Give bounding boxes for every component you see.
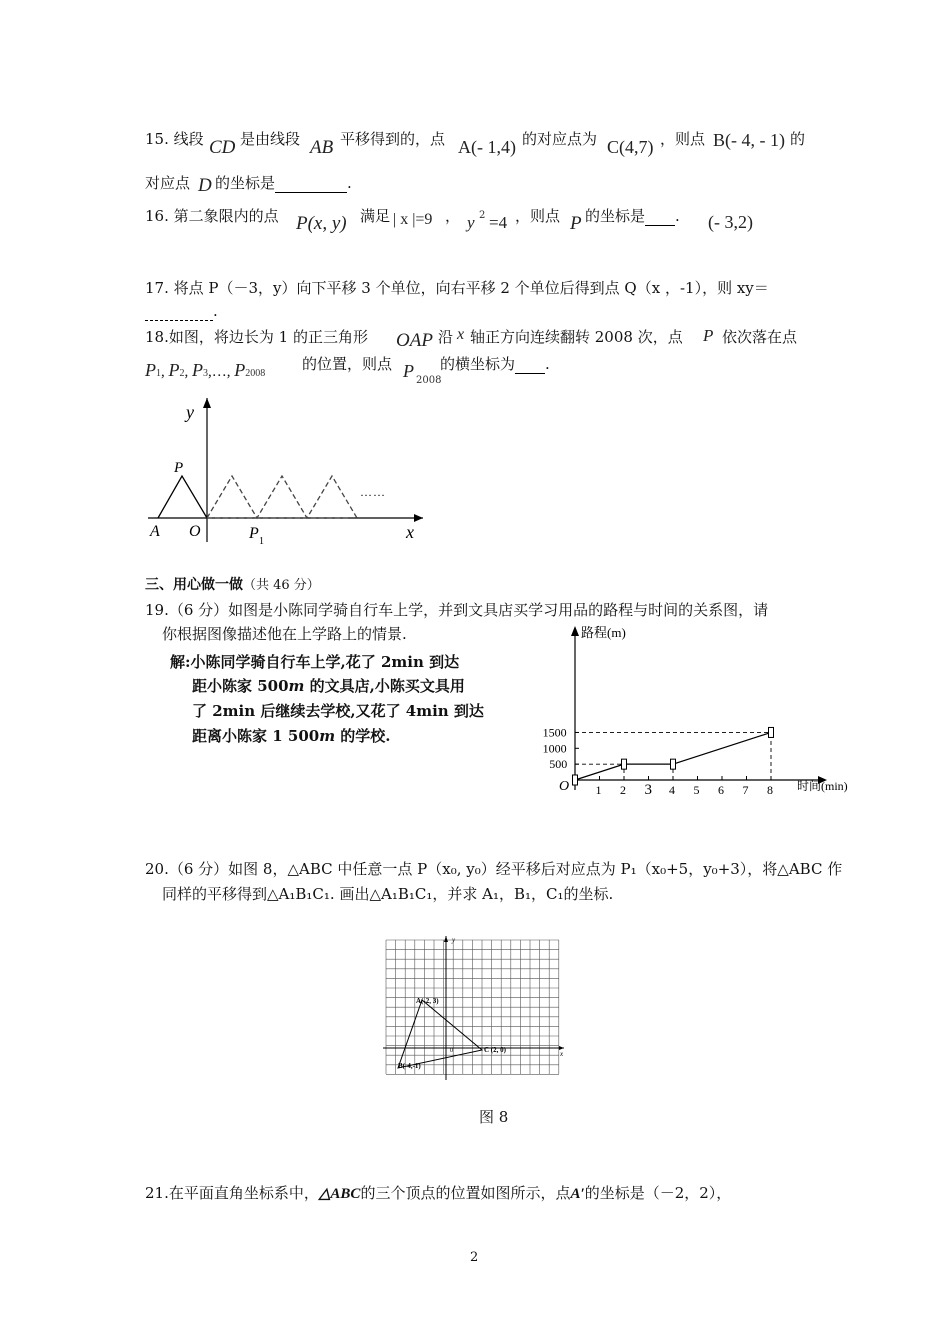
q15-line2: 对应点 [145,174,191,192]
q15-answer-blank[interactable] [275,174,347,193]
q15-line1: 15. 线段 [145,130,204,148]
q19-x-tick-1: 1 [595,783,602,797]
q20-caption: 图 8 [479,1108,509,1126]
q19-data-point [671,759,676,769]
q17-line1: 17. 将点 P（－3，y）向下平移 3 个单位，向右平移 2 个单位后得到点 Q（x ，-1），则 xy＝ [145,279,769,297]
q19-data-point [573,775,578,785]
q15-t5: ，则点 [660,130,706,148]
q15-t2: 是由线段 [240,130,301,148]
q16-sq: 2 [479,210,486,221]
q18-t3: 轴正方向连续翻转 2008 次，点 [470,328,683,346]
q15-t4: 的对应点为 [522,130,598,148]
q19-solution-1: 解:小陈同学骑自行车上学,花了 2min 到达 [170,653,460,671]
q19-y-axis-label: 路程(m) [581,625,626,640]
q20-triangle-abc [398,1000,482,1068]
q19-x-tick-6: 6 [718,783,724,797]
q19-x-axis-label: 时间(min) [797,779,848,793]
q16-line: 16. 第二象限内的点 [145,207,279,225]
q16-p-point: P(x, y) [296,213,347,234]
q20-line2: 同样的平移得到△A₁B₁C₁. 画出△A₁B₁C₁，并求 A₁，B₁，C₁的坐标. [162,885,614,903]
q18-fig-y: y [186,402,194,422]
q18-fig-dots: …… [360,485,386,499]
q18-pn2: P [403,361,414,381]
q19-x-tick-7: 7 [742,783,749,797]
page-number: 2 [470,1250,479,1265]
q19-distance-time-chart [535,620,865,800]
q18-fig-o: O [189,523,201,540]
q18-line1: 18.如图，将边长为 1 的正三角形 [145,328,368,346]
q19-solution-4: 距离小陈家 1 500m 的学校. [192,727,391,745]
q16-eq: =4 [489,213,508,232]
q19-line1: 19.（6 分）如图是小陈同学骑自行车上学，并到文具店买学习用品的路程与时间的关系图，请 [145,601,769,619]
q19-solution-2: 距小陈家 500m 的文具店,小陈买文具用 [192,677,465,695]
q19-y-tick-1000: 1000 [542,741,567,756]
q15-t6: 的 [790,130,806,148]
q20-label-b: B(-4,-1) [398,1062,421,1070]
q19-solution-3: 了 2min 后继续去学校,又花了 4min 到达 [192,702,484,720]
q19-origin-label: O [559,779,570,794]
q19-y-tick-500: 500 [549,757,568,772]
q16-y: y [467,213,475,232]
q15-d: D [198,175,212,196]
q15-a-point: A(- 1,4) [458,137,516,157]
q18-t6: 的横坐标为 . [440,355,550,373]
q15-t3: 平移得到的，点 [340,130,446,148]
q17-line2: . [145,302,218,321]
q16-answer: (- 3,2) [708,212,753,232]
q18-x: x [457,326,465,343]
q15-c-point: C(4,7) [607,137,654,157]
q18-p: P [703,326,714,345]
q16-abs-x: | x |=9 [393,211,433,228]
q18-fig-p1: P [249,525,259,542]
q20-label-y: y [452,936,456,944]
q18-fig-p1-sub: 1 [259,536,264,547]
q17-answer-blank[interactable] [145,302,213,321]
q19-data-point [769,727,774,737]
q19-data-point [622,759,627,769]
q18-fig-p: P [174,460,184,476]
q18-oap: OAP [396,330,433,351]
q16-comma: ， [445,207,461,225]
q18-line2: P1, P2, P3,…, P2008 [145,360,266,380]
q19-x-tick-4: 4 [669,783,675,797]
q18-fig-a: A [150,523,160,540]
q18-t2: 沿 [438,328,454,346]
q15-line2b: 的坐标是 . [215,174,352,192]
q19-x-tick-5: 5 [693,783,700,797]
q20-label-c: C (2, 0) [484,1046,506,1054]
q18-t5: 的位置，则点 [302,355,393,373]
q18-t4: 依次落在点 [722,328,798,346]
q20-line1: 20.（6 分）如图 8，△ABC 中任意一点 P（x₀, y₀）经平移后对应点为 P₁（x₀+5，y₀+3），将△ABC 作 [145,860,843,878]
q15-b-point: B(- 4, - 1) [713,130,785,150]
q19-x-tick-2: 2 [620,783,626,797]
q20-grid-figure [378,932,578,1080]
q20-label-o: 0 [450,1048,453,1054]
q19-x-tick-3: 3 [644,782,652,798]
q16-t3: ，则点 [515,207,561,225]
q21-line: 21.在平面直角坐标系中，△ABC的三个顶点的位置如图所示，点A′的坐标是（－2，2）， [145,1184,732,1202]
q18-figure [138,392,438,552]
section3-heading: 三、用心做一做（共 46 分） [145,577,320,593]
q16-t2: 满足 [360,207,391,225]
q19-line2: 你根据图像描述他在上学路上的情景. [162,625,407,643]
q16-t4: 的坐标是 . [585,207,680,225]
q15-ab: AB [310,137,334,158]
q19-x-tick-8: 8 [767,783,773,797]
q20-label-a: A(-2, 3) [416,997,439,1005]
q18-fig-x: x [406,522,414,542]
q20-label-x: x [560,1050,564,1058]
q19-y-tick-1500: 1500 [542,725,567,740]
q18-answer-blank[interactable] [515,355,545,374]
q16-answer-blank[interactable] [645,207,675,226]
q15-cd: CD [209,137,236,158]
q18-sn2: 2008 [416,375,442,386]
q16-p: P [570,213,582,234]
